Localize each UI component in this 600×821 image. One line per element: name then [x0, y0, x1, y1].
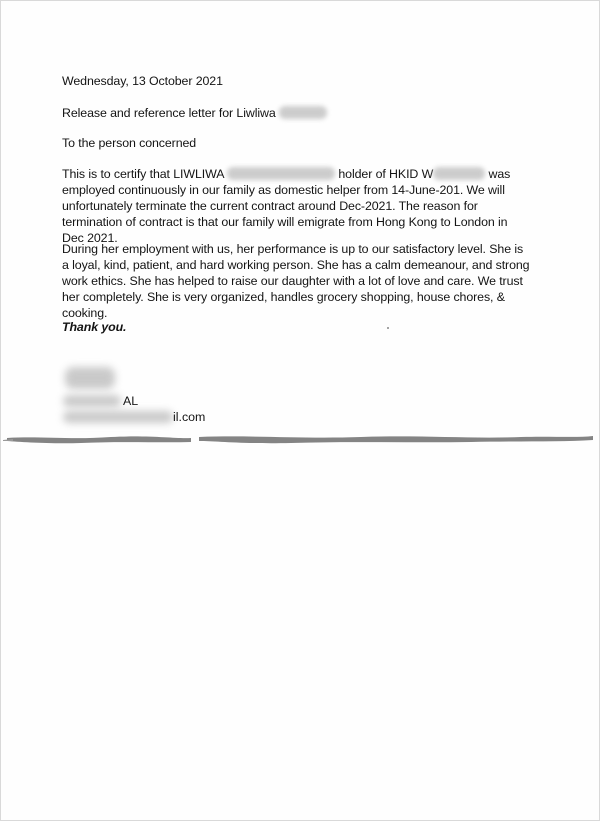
redacted-email [63, 411, 173, 423]
subject-text: Release and reference letter for Liwliwa [62, 106, 276, 120]
redacted-signature [65, 367, 115, 389]
paragraph-certification [62, 166, 532, 246]
redacted-full-name [227, 167, 335, 180]
para1-seg1: This is to certify that LIWLIWA [62, 167, 224, 181]
torn-edge-line [1, 429, 600, 449]
letter-closing: Thank you. [62, 320, 127, 334]
letter-date: Wednesday, 13 October 2021 [62, 74, 223, 88]
redacted-surname [279, 106, 327, 119]
signer-name-suffix: AL [123, 394, 139, 408]
redacted-hkid [433, 167, 485, 180]
speck [387, 327, 389, 329]
paragraph-performance: During her employment with us, her performance is up to our satisfactory level. She is a loyal, kind, patient, and hard working person. She has a calm demeanour, and strong work ethics. She has helped to raise our daughter with a lot of love and care. We trust her completely. She is very organized, handles grocery shopping, house chores, & cooking. [62, 242, 530, 320]
para1-seg3: was [488, 167, 511, 181]
letter-subject [62, 105, 532, 121]
signer-email-suffix: il.com [173, 410, 206, 424]
letter-salutation: To the person concerned [62, 136, 197, 150]
para1-rest: employed continuously in our family as domestic helper from 14-June-201. We will unfortunately terminate the current contract around Dec-2021. The reason for termination of contract is that our family will emigrate from Hong Kong to London in Dec 2021. [62, 183, 508, 245]
redacted-signer-name [63, 395, 121, 407]
para1-seg2: holder of HKID W [338, 167, 434, 181]
